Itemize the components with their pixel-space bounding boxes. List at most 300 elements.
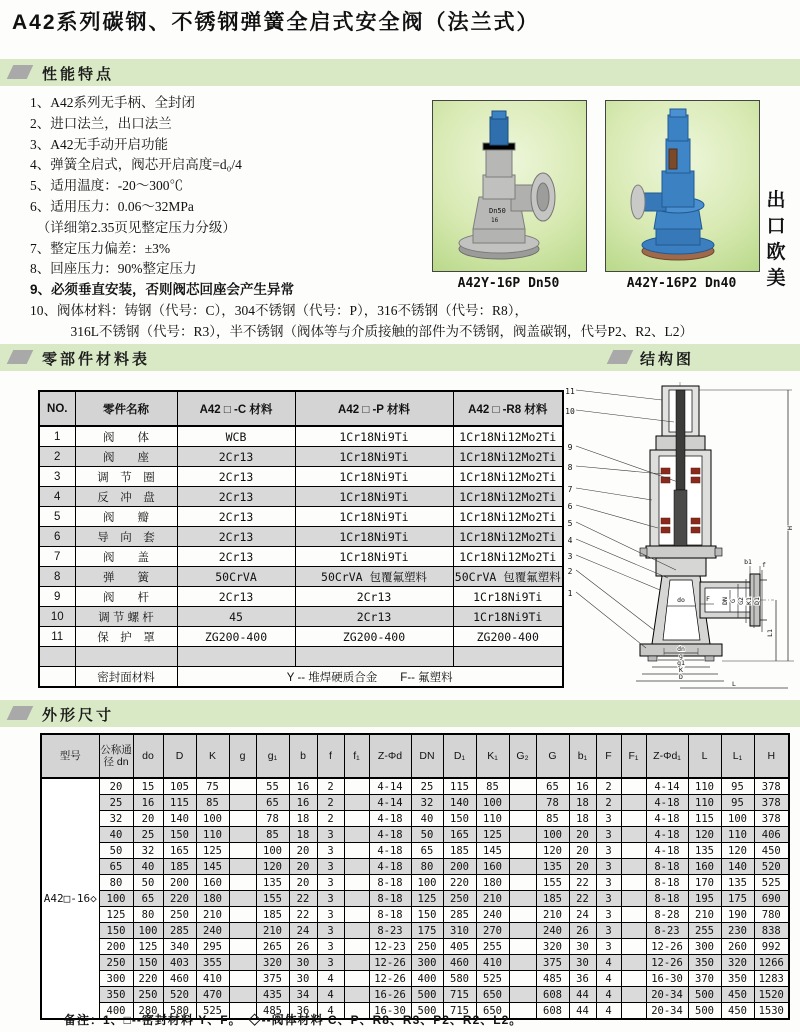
table-cell	[509, 891, 536, 907]
valve-photo-gray	[433, 101, 584, 269]
table-cell: 110	[688, 778, 721, 795]
table-cell: 7	[39, 547, 75, 567]
table-cell	[229, 811, 256, 827]
table-cell: 115	[443, 778, 476, 795]
table-cell: 20	[569, 859, 596, 875]
table-cell: 608	[536, 1003, 569, 1020]
table-cell: 180	[196, 891, 229, 907]
table-cell: 4-18	[369, 811, 411, 827]
table-cell: 1Cr18Ni12Mo2Ti	[453, 447, 563, 467]
table-cell: 100	[99, 891, 133, 907]
table-cell	[177, 647, 295, 667]
table-cell: 12-26	[646, 955, 688, 971]
table-row	[39, 447, 563, 467]
table-cell: 36	[569, 971, 596, 987]
table-cell: 阀 体	[75, 426, 177, 447]
section-bar-features	[0, 59, 800, 86]
table-cell	[344, 971, 369, 987]
column-header: G	[536, 734, 569, 778]
column-header: do	[133, 734, 163, 778]
table-cell: 65	[133, 891, 163, 907]
table-cell: 2Cr13	[177, 507, 295, 527]
table-cell: 8-28	[646, 907, 688, 923]
table-cell: 375	[536, 955, 569, 971]
table-row	[41, 795, 789, 811]
table-row	[39, 627, 563, 647]
table-cell	[621, 987, 646, 1003]
product-caption-1: A42Y-16P Dn50	[457, 276, 560, 291]
table-cell: 10	[39, 607, 75, 627]
diagram-label: 7	[567, 485, 573, 494]
table-cell	[229, 827, 256, 843]
table-cell: 1Cr18Ni12Mo2Ti	[453, 487, 563, 507]
section-title-dimensions: 外形尺寸	[42, 707, 115, 724]
table-cell: 280	[133, 1003, 163, 1020]
table-cell: 36	[289, 1003, 317, 1020]
table-cell: 120	[536, 843, 569, 859]
table-cell: 50CrVA 包覆氟塑料	[453, 567, 563, 587]
table-cell	[344, 939, 369, 955]
table-cell: 3	[596, 891, 621, 907]
table-cell: 140	[721, 859, 754, 875]
table-cell: 65	[536, 778, 569, 795]
table-cell: 85	[196, 795, 229, 811]
table-cell: 155	[536, 875, 569, 891]
table-cell: ZG200-400	[453, 627, 563, 647]
table-cell: 反 冲 盘	[75, 487, 177, 507]
section-title-materials: 零部件材料表	[42, 351, 151, 368]
table-cell: 105	[163, 778, 196, 795]
table-cell: 160	[196, 875, 229, 891]
table-cell: 5	[39, 507, 75, 527]
table-cell: 22	[289, 907, 317, 923]
column-header: g₁	[256, 734, 289, 778]
table-cell: 525	[476, 971, 509, 987]
table-cell: 4-14	[369, 778, 411, 795]
table-cell	[453, 647, 563, 667]
table-cell: 370	[688, 971, 721, 987]
table-cell: 210	[476, 891, 509, 907]
table-cell: 32	[99, 811, 133, 827]
table-cell: 50	[99, 843, 133, 859]
table-cell: 200	[443, 859, 476, 875]
section-bar-materials-structure	[0, 344, 800, 371]
table-cell: 110	[721, 827, 754, 843]
table-cell: 460	[163, 971, 196, 987]
table-cell: 78	[256, 811, 289, 827]
table-cell: 85	[476, 778, 509, 795]
table-cell: 40	[99, 827, 133, 843]
table-cell: 185	[163, 859, 196, 875]
dimensions-tbody	[41, 734, 789, 1019]
table-cell: 110	[476, 811, 509, 827]
table-cell	[229, 955, 256, 971]
table-cell: 608	[536, 987, 569, 1003]
table-row	[41, 939, 789, 955]
table-cell: 120	[688, 827, 721, 843]
table-cell: 115	[163, 795, 196, 811]
table-cell: 265	[256, 939, 289, 955]
table-cell: 250	[411, 939, 443, 955]
table-cell: 8-18	[646, 859, 688, 875]
table-cell	[295, 647, 453, 667]
table-cell: 150	[133, 955, 163, 971]
table-cell: 110	[196, 827, 229, 843]
feature-line: 8、回座压力：90%整定压力	[30, 261, 197, 277]
table-cell: 320	[536, 939, 569, 955]
table-cell: 350	[688, 955, 721, 971]
table-cell: 100	[133, 923, 163, 939]
table-cell	[344, 891, 369, 907]
table-cell: 145	[476, 843, 509, 859]
column-header: K₁	[476, 734, 509, 778]
table-cell: 40	[133, 859, 163, 875]
table-cell	[621, 795, 646, 811]
section-title-structure: 结构图	[640, 351, 695, 368]
table-cell: 16	[569, 778, 596, 795]
section-bar-dimensions	[0, 700, 800, 727]
table-cell: 340	[163, 939, 196, 955]
materials-table	[38, 390, 564, 688]
table-cell: 3	[317, 891, 344, 907]
table-cell: 32	[133, 843, 163, 859]
table-cell	[344, 827, 369, 843]
table-row	[39, 607, 563, 627]
table-cell: 120	[256, 859, 289, 875]
table-cell: 3	[596, 923, 621, 939]
table-cell: 135	[256, 875, 289, 891]
table-cell: 18	[569, 795, 596, 811]
table-cell: 1Cr18Ni12Mo2Ti	[453, 547, 563, 567]
table-cell: 3	[317, 939, 344, 955]
table-cell	[509, 955, 536, 971]
section-title-features: 性能特点	[42, 66, 115, 83]
table-cell: 690	[754, 891, 789, 907]
table-cell	[509, 827, 536, 843]
table-cell: 165	[443, 827, 476, 843]
feature-line: （详细第2.35页见整定压力分级）	[30, 219, 236, 235]
table-cell: 410	[196, 971, 229, 987]
diagram-label: 5	[567, 519, 573, 528]
table-cell: 4-14	[646, 778, 688, 795]
column-header: g	[229, 734, 256, 778]
table-cell: 24	[569, 907, 596, 923]
table-cell: 25	[99, 795, 133, 811]
table-cell	[621, 1003, 646, 1020]
table-cell: 2	[317, 795, 344, 811]
diagram-label: b1	[744, 558, 752, 566]
table-cell	[509, 843, 536, 859]
table-cell: 3	[317, 923, 344, 939]
table-row	[41, 859, 789, 875]
table-cell: 125	[196, 843, 229, 859]
table-cell	[344, 859, 369, 875]
diagram-label: 11	[565, 387, 575, 396]
table-cell: 260	[721, 939, 754, 955]
empty-row	[39, 647, 563, 667]
table-cell: 450	[754, 843, 789, 859]
table-cell: 16-30	[369, 1003, 411, 1020]
diagram-label: L	[732, 680, 736, 688]
table-cell: 1Cr18Ni9Ti	[453, 587, 563, 607]
table-cell	[621, 778, 646, 795]
column-header: f	[317, 734, 344, 778]
feature-line: 3、A42无手动开启功能	[30, 136, 168, 152]
table-cell: 220	[443, 875, 476, 891]
table-cell	[509, 778, 536, 795]
table-cell: 115	[688, 811, 721, 827]
table-row	[41, 987, 789, 1003]
footnote: 备注：1、□--密封材料 Y、F。 ◇--阀体材料 C、P、R8、R3、P2、R2、L2。	[64, 1013, 523, 1027]
table-cell: 150	[443, 811, 476, 827]
table-cell: 100	[196, 811, 229, 827]
table-cell: 40	[411, 811, 443, 827]
column-header: F₁	[621, 734, 646, 778]
diagram-label: K1	[745, 597, 753, 605]
diagram-label: F	[706, 595, 710, 603]
table-cell: 1Cr18Ni9Ti	[295, 467, 453, 487]
table-cell: 阀 瓣	[75, 507, 177, 527]
table-cell: 8-18	[646, 891, 688, 907]
table-cell: 175	[721, 891, 754, 907]
table-cell: 375	[256, 971, 289, 987]
table-cell: 30	[289, 955, 317, 971]
table-cell: 34	[289, 987, 317, 1003]
table-cell: 140	[443, 795, 476, 811]
table-cell: 160	[688, 859, 721, 875]
materials-header-row	[39, 391, 563, 426]
table-cell: 1Cr18Ni12Mo2Ti	[453, 467, 563, 487]
table-cell: 1520	[754, 987, 789, 1003]
diagram-label: dn	[677, 645, 685, 653]
table-cell: 378	[754, 811, 789, 827]
column-header: A42 □ -P 材料	[295, 391, 453, 426]
table-cell: 12-26	[369, 955, 411, 971]
table-cell: 20-34	[646, 987, 688, 1003]
table-cell: 185	[536, 891, 569, 907]
diagram-label: g1	[677, 659, 685, 667]
table-cell: 170	[688, 875, 721, 891]
export-markets-label: 出口欧美	[766, 190, 786, 289]
table-cell: 320	[256, 955, 289, 971]
table-cell: 125	[411, 891, 443, 907]
table-cell: 12-23	[369, 939, 411, 955]
column-header: DN	[411, 734, 443, 778]
table-row	[41, 875, 789, 891]
table-cell	[229, 859, 256, 875]
table-cell: 410	[476, 955, 509, 971]
table-cell: 4-18	[369, 827, 411, 843]
table-cell: 250	[443, 891, 476, 907]
table-cell: 22	[289, 891, 317, 907]
table-cell: 295	[196, 939, 229, 955]
table-cell: 55	[256, 778, 289, 795]
table-cell: 20	[99, 778, 133, 795]
table-cell	[229, 971, 256, 987]
table-cell: 8-18	[369, 875, 411, 891]
table-cell: 285	[443, 907, 476, 923]
table-cell	[229, 795, 256, 811]
table-cell: 1Cr18Ni9Ti	[295, 426, 453, 447]
table-cell: 500	[411, 987, 443, 1003]
table-cell: 8-23	[369, 923, 411, 939]
table-cell: 26	[569, 923, 596, 939]
table-cell: 250	[99, 955, 133, 971]
table-cell: 320	[721, 955, 754, 971]
table-cell: 240	[196, 923, 229, 939]
column-header: b₁	[569, 734, 596, 778]
model-cell: A42□-16◇	[41, 778, 99, 1019]
table-cell: 8-18	[646, 875, 688, 891]
table-cell	[509, 795, 536, 811]
column-header: 公称通径 dn	[99, 734, 133, 778]
table-cell: 100	[721, 811, 754, 827]
table-cell: 20	[569, 827, 596, 843]
table-cell: 4	[317, 987, 344, 1003]
table-cell: 18	[289, 827, 317, 843]
table-cell	[621, 875, 646, 891]
table-cell: 65	[256, 795, 289, 811]
column-header: A42 □ -R8 材料	[453, 391, 563, 426]
table-cell	[229, 891, 256, 907]
table-cell: 435	[256, 987, 289, 1003]
table-cell: 200	[163, 875, 196, 891]
table-cell	[621, 907, 646, 923]
table-cell: 838	[754, 923, 789, 939]
table-cell	[344, 987, 369, 1003]
table-cell: 780	[754, 907, 789, 923]
table-cell: 135	[688, 843, 721, 859]
feature-line: 1、A42系列无手柄、全封闭	[30, 95, 195, 110]
table-cell: 500	[411, 1003, 443, 1020]
diagram-label: K	[679, 666, 683, 674]
table-cell: 3	[596, 827, 621, 843]
table-cell	[621, 923, 646, 939]
table-cell: 100	[476, 795, 509, 811]
table-cell: 阀 杆	[75, 587, 177, 607]
table-cell: 3	[317, 843, 344, 859]
table-cell: 500	[688, 1003, 721, 1020]
table-cell: 4	[39, 487, 75, 507]
table-cell	[39, 647, 75, 667]
table-cell: 22	[569, 891, 596, 907]
table-cell	[229, 778, 256, 795]
parallelogram-icon	[7, 350, 34, 364]
table-cell: 300	[411, 955, 443, 971]
table-cell: 525	[754, 875, 789, 891]
table-cell: 44	[569, 987, 596, 1003]
feature-line: 10、阀体材料：铸钢（代号：C），304不锈钢（代号：P），316不锈钢（代号：R8），	[30, 302, 529, 318]
table-cell	[621, 811, 646, 827]
column-header: A42 □ -C 材料	[177, 391, 295, 426]
table-cell: 80	[411, 859, 443, 875]
table-cell: 65	[411, 843, 443, 859]
table-cell: 25	[133, 827, 163, 843]
table-cell: 11	[39, 627, 75, 647]
table-cell: 140	[163, 811, 196, 827]
table-cell: 4	[317, 971, 344, 987]
table-cell: 403	[163, 955, 196, 971]
column-header: F	[596, 734, 621, 778]
table-cell	[509, 923, 536, 939]
table-cell	[621, 827, 646, 843]
feature-line: 5、适用温度：-20～300℃	[30, 178, 183, 194]
table-cell: 1Cr18Ni9Ti	[453, 607, 563, 627]
table-cell: 100	[536, 827, 569, 843]
table-cell: 2	[39, 447, 75, 467]
table-cell: 2Cr13	[177, 487, 295, 507]
table-cell: 1Cr18Ni9Ti	[295, 527, 453, 547]
table-cell	[344, 875, 369, 891]
table-cell: 1	[39, 426, 75, 447]
column-header: 零件名称	[75, 391, 177, 426]
table-cell: 715	[443, 1003, 476, 1020]
seal-material-row	[39, 667, 563, 688]
parallelogram-icon	[7, 65, 34, 79]
table-cell	[344, 923, 369, 939]
table-cell: 3	[317, 955, 344, 971]
table-cell: 80	[99, 875, 133, 891]
table-cell: 50CrVA	[177, 567, 295, 587]
table-cell: 弹 簧	[75, 567, 177, 587]
table-cell	[229, 875, 256, 891]
table-cell	[509, 939, 536, 955]
table-cell: 4-18	[369, 843, 411, 859]
table-row	[41, 778, 789, 795]
table-cell: 520	[754, 859, 789, 875]
table-cell: 4	[596, 987, 621, 1003]
table-cell: 8-23	[646, 923, 688, 939]
table-cell: 3	[317, 875, 344, 891]
table-cell: 110	[688, 795, 721, 811]
table-row	[39, 587, 563, 607]
table-cell: 210	[536, 907, 569, 923]
table-cell: 24	[289, 923, 317, 939]
column-header: b	[289, 734, 317, 778]
feature-line: 6、适用压力：0.06～32MPa	[30, 198, 194, 214]
table-row	[41, 811, 789, 827]
table-cell	[621, 891, 646, 907]
table-cell: 1Cr18Ni12Mo2Ti	[453, 426, 563, 447]
column-header: D	[163, 734, 196, 778]
diagram-label: G2	[737, 597, 745, 605]
table-cell: 1Cr18Ni9Ti	[295, 507, 453, 527]
table-cell: 阀 盖	[75, 547, 177, 567]
page-title: A42系列碳钢、不锈钢弹簧全启式安全阀（法兰式）	[12, 11, 540, 34]
column-header: L	[688, 734, 721, 778]
table-cell	[344, 843, 369, 859]
column-header: D₁	[443, 734, 476, 778]
table-cell: 210	[256, 923, 289, 939]
product-photo-frame-1	[432, 100, 587, 272]
table-cell: 220	[163, 891, 196, 907]
table-cell: 阀 座	[75, 447, 177, 467]
table-cell: 16	[289, 795, 317, 811]
table-row	[39, 567, 563, 587]
table-cell: 285	[163, 923, 196, 939]
table-cell	[621, 859, 646, 875]
table-cell	[621, 843, 646, 859]
table-cell: 4	[596, 1003, 621, 1020]
table-cell: 180	[476, 875, 509, 891]
table-row	[41, 923, 789, 939]
feature-line: 4、弹簧全启式，阀芯开启高度=d₀/4	[30, 157, 242, 173]
table-cell	[75, 647, 177, 667]
table-cell: 400	[99, 1003, 133, 1020]
table-row	[39, 426, 563, 447]
table-cell: 135	[536, 859, 569, 875]
column-header: f₁	[344, 734, 369, 778]
